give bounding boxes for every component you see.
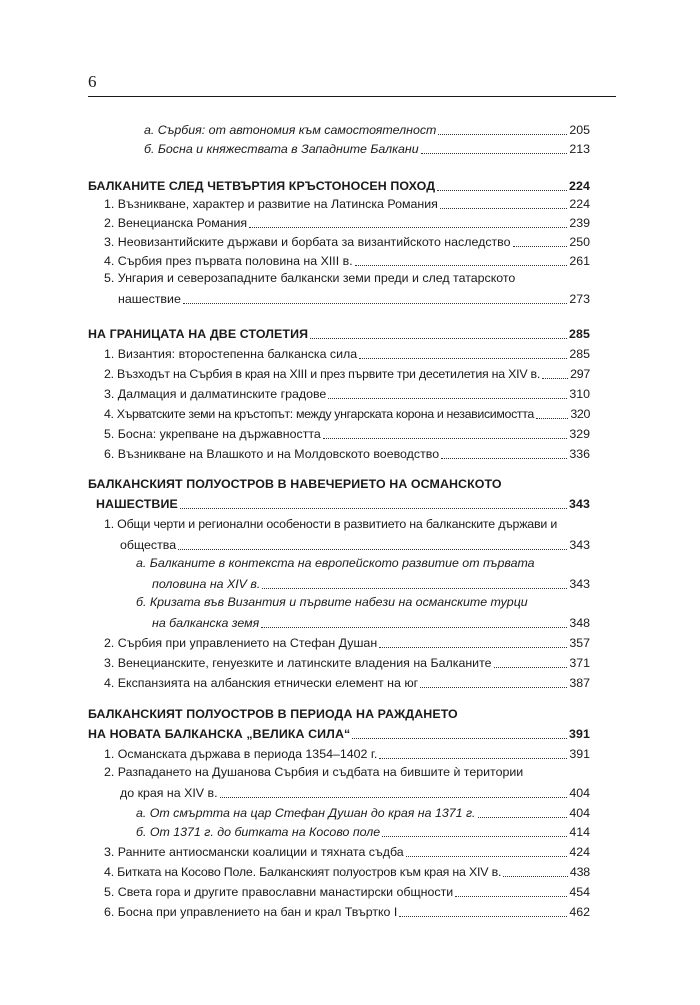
toc-entry[interactable]: а. От смъртта на цар Стефан Душан до края на 1371 г. 404 <box>136 806 590 820</box>
toc-entry[interactable]: 1. Османската държава в периода 1354–1402 г. 391 <box>104 747 590 761</box>
toc-entry[interactable]: 1. Византия: второстепенна балканска сила 285 <box>104 347 590 361</box>
toc-entry-line[interactable]: 5. Унгария и северозападните балкански земи преди и след татарското <box>104 271 516 285</box>
toc-entry[interactable]: 4. Сърбия през първата половина на XIII в. 261 <box>104 254 590 268</box>
toc-chapter-line[interactable]: БАЛКАНСКИЯТ ПОЛУОСТРОВ В НАВЕЧЕРИЕТО НА ОСМАНСКОТО <box>88 477 502 491</box>
toc-entry[interactable]: 4. Битката на Косово Поле. Балканският полуостров към края на XIV в. 438 <box>104 865 590 879</box>
toc-entry[interactable]: нашествие 273 <box>118 292 590 306</box>
toc-entry[interactable]: 2. Възходът на Сърбия в края на XIII и през първите три десетилетия на XIV в. 297 <box>104 367 590 381</box>
toc-chapter[interactable]: НАШЕСТВИЕ 343 <box>96 497 590 511</box>
toc-entry[interactable]: до края на XIV в. 404 <box>120 786 590 800</box>
toc-chapter-line[interactable]: БАЛКАНСКИЯТ ПОЛУОСТРОВ В ПЕРИОДА НА РАЖДАНЕТО <box>88 707 458 721</box>
toc-entry-line[interactable]: а. Балканите в контекста на европейското развитие от първата <box>136 556 535 570</box>
toc-entry[interactable]: 5. Света гора и другите православни манастирски общности 454 <box>104 885 590 899</box>
toc-entry-line[interactable]: 1. Общи черти и регионални особености в развитието на балканските държави и <box>104 517 558 531</box>
page-number: 6 <box>88 72 97 91</box>
toc-entry[interactable]: 5. Босна: укрепване на държавността 329 <box>104 427 590 441</box>
toc-entry[interactable]: общества 343 <box>120 538 590 552</box>
toc-chapter[interactable]: НА НОВАТА БАЛКАНСКА „ВЕЛИКА СИЛА“ 391 <box>88 727 590 741</box>
toc-entry[interactable]: 3. Венецианските, генуезките и латинските владения на Балканите 371 <box>104 656 590 670</box>
toc-entry[interactable]: б. Босна и княжествата в Западните Балкани 213 <box>144 142 590 156</box>
toc-chapter[interactable]: БАЛКАНИТЕ СЛЕД ЧЕТВЪРТИЯ КРЪСТОНОСЕН ПОХОД 224 <box>88 179 590 193</box>
toc-entry[interactable]: 6. Босна при управлението на бан и крал Твъртко I 462 <box>104 905 590 919</box>
toc-entry[interactable]: 3. Далмация и далматинските градове 310 <box>104 387 590 401</box>
toc-chapter[interactable]: НА ГРАНИЦАТА НА ДВЕ СТОЛЕТИЯ 285 <box>88 327 590 341</box>
toc-entry-line[interactable]: 2. Разпадането на Душанова Сърбия и съдбата на бившите ѝ територии <box>104 765 524 779</box>
toc-entry[interactable]: б. От 1371 г. до битката на Косово поле 414 <box>136 825 590 839</box>
toc-entry[interactable]: 1. Възникване, характер и развитие на Латинска Романия 224 <box>104 197 590 211</box>
toc-entry[interactable]: 3. Ранните антиосмански коалиции и тяхната съдба 424 <box>104 845 590 859</box>
toc-entry[interactable]: 4. Експанзията на албанския етнически елемент на юг 387 <box>104 676 590 690</box>
toc-entry[interactable]: 3. Неовизантийските държави и борбата за византийското наследство 250 <box>104 235 590 249</box>
toc-entry[interactable]: а. Сърбия: от автономия към самостоятелност 205 <box>144 123 590 137</box>
toc-entry[interactable]: на балканска земя 348 <box>152 616 590 630</box>
toc-entry[interactable]: 2. Сърбия при управлението на Стефан Душан 357 <box>104 636 590 650</box>
toc-entry-line[interactable]: б. Кризата във Византия и първите набези на османските турци <box>136 595 528 609</box>
toc-entry[interactable]: 2. Венецианска Романия 239 <box>104 216 590 230</box>
header-rule <box>88 96 616 97</box>
toc-entry[interactable]: 4. Хърватските земи на кръстопът: между унгарската корона и независимостта 320 <box>104 407 590 421</box>
toc-entry[interactable]: 6. Възникване на Влашкото и на Молдовското воеводство 336 <box>104 447 590 461</box>
toc-entry[interactable]: половина на XIV в. 343 <box>152 577 590 591</box>
